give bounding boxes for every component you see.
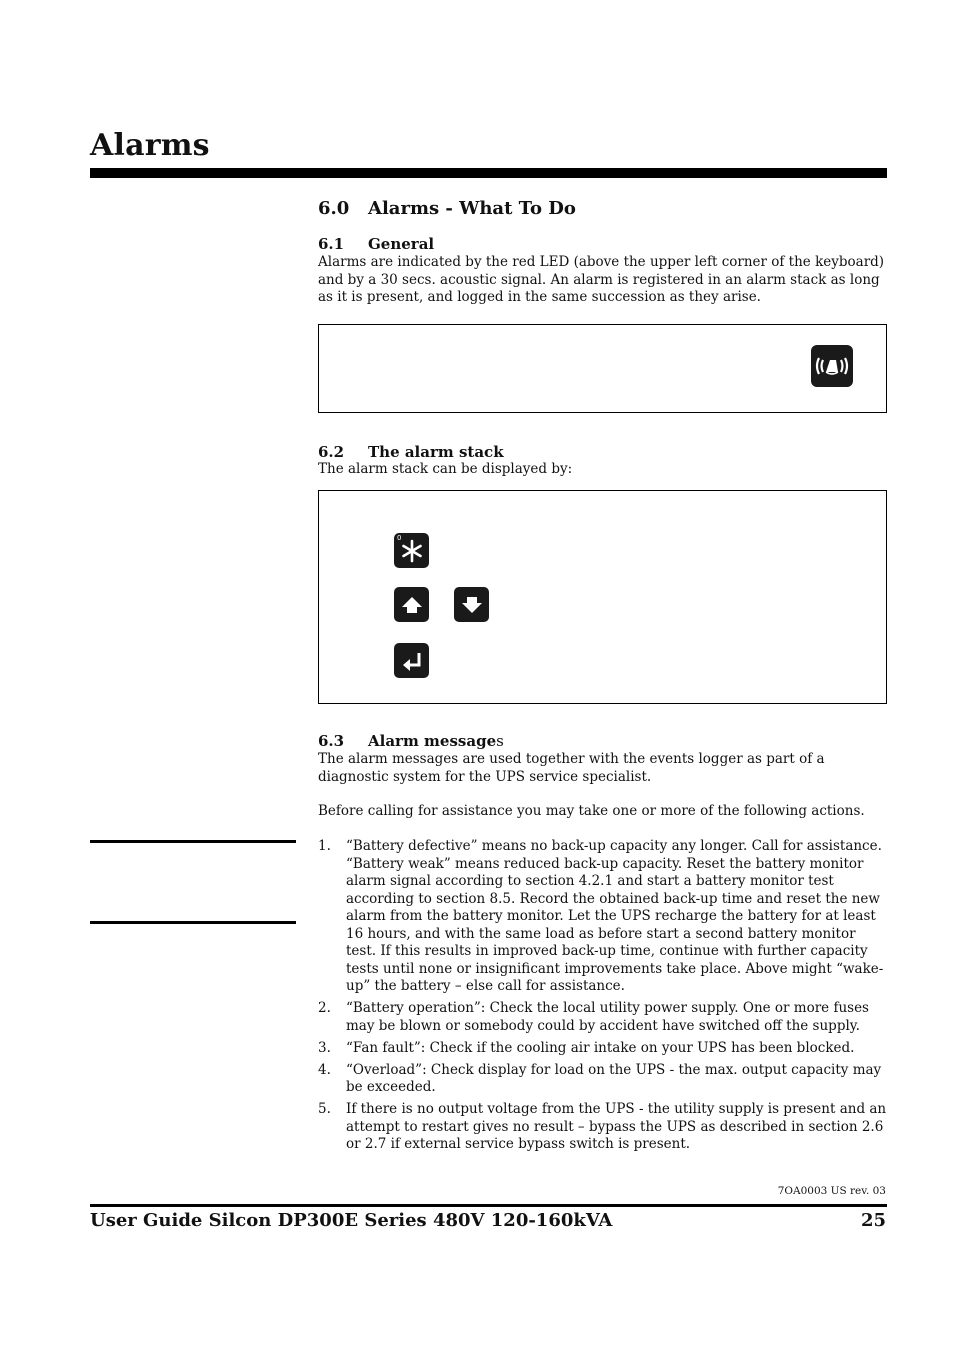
alarm-actions-list: [318, 838, 888, 1158]
enter-key-icon: [394, 643, 429, 678]
up-arrow-key-icon: [394, 587, 429, 622]
messages-title-tail: s: [496, 732, 504, 750]
down-arrow-key-icon: [454, 587, 489, 622]
list-item: [318, 1000, 888, 1035]
list-item-text: “Battery defective” means no back-up capacity any longer. Call for assistance. “Battery weak” means reduced back-up capacity. Reset the battery monitor alarm signal according to section 4.2.1 and start a battery monitor test according to section 8.5. Record the obtained back-up time and reset the new alarm from the battery monitor. Let the UPS recharge the battery for at least 16 hours, and with the same load as before start a second battery monitor test. If this results in improved back-up time, continue with further capacity tests until none or insignificant improvements take place. Above might “wake-up” the battery – else call for assistance.: [346, 838, 884, 994]
messages-heading: [318, 732, 504, 750]
messages-number: 6.3: [318, 732, 345, 750]
messages-before: Before calling for assistance you may take one or more of the following actions.: [318, 803, 865, 819]
section-number: 6.0: [318, 198, 350, 219]
list-item-number: 1.: [318, 838, 331, 854]
side-rule-top: [90, 840, 296, 843]
general-text: Alarms are indicated by the red LED (above the upper left corner of the keyboard) and by a 30 secs. acoustic signal. An alarm is registered in an alarm stack as long as it is present, and logged in the same succession as they arise.: [318, 254, 885, 305]
list-item-number: 2.: [318, 1000, 331, 1016]
footer-rule: [90, 1204, 887, 1207]
list-item-number: 4.: [318, 1061, 331, 1078]
list-item: [318, 838, 888, 996]
list-item-number: 5.: [318, 1101, 331, 1117]
list-item-text: If there is no output voltage from the UPS - the utility supply is present and an attempt to restart gives no result – bypass the UPS as described in section 2.6 or 2.7 if external service bypass switch is present.: [346, 1101, 887, 1152]
chapter-title: Alarms: [90, 128, 210, 163]
document-reference: 7OA0003 US rev. 03: [777, 1185, 886, 1197]
messages-intro: The alarm messages are used together with the events logger as part of a diagnostic system for the UPS service specialist.: [318, 751, 825, 785]
chapter-rule: [90, 168, 887, 178]
general-number: 6.1: [318, 235, 345, 253]
list-item-number: 3.: [318, 1039, 331, 1056]
alarm-stack-number: 6.2: [318, 443, 345, 461]
list-item: [318, 1062, 888, 1097]
star-key-icon: [394, 533, 429, 568]
section-title: Alarms - What To Do: [368, 198, 576, 219]
page-number: 25: [860, 1210, 886, 1231]
list-item-text: “Fan fault”: Check if the cooling air intake on your UPS has been blocked.: [346, 1039, 855, 1056]
side-rule-bottom: [90, 921, 296, 924]
list-item: [318, 1101, 888, 1154]
footer-title: User Guide Silcon DP300E Series 480V 120-160kVA: [90, 1210, 613, 1231]
general-heading: [318, 235, 434, 253]
list-item-text: “Overload”: Check display for load on the UPS - the max. output capacity may be exceeded.: [346, 1061, 882, 1095]
alarm-stack-text: The alarm stack can be displayed by:: [318, 461, 573, 477]
alarm-stack-heading: [318, 443, 504, 461]
alarm-stack-keys-box: [318, 490, 887, 704]
list-item: [318, 1040, 888, 1058]
general-title: General: [368, 235, 435, 253]
list-item-text: “Battery operation”: Check the local utility power supply. One or more fuses may be blown or somebody could by accident have switched off the supply.: [346, 1000, 869, 1034]
section-heading: [318, 198, 576, 219]
alarm-stack-title: The alarm stack: [368, 443, 504, 461]
alarm-indicator-box: [318, 324, 887, 413]
acoustic-alarm-icon: [811, 345, 853, 387]
messages-title: Alarm message: [368, 732, 497, 750]
star-key-mark: 0: [397, 534, 402, 542]
